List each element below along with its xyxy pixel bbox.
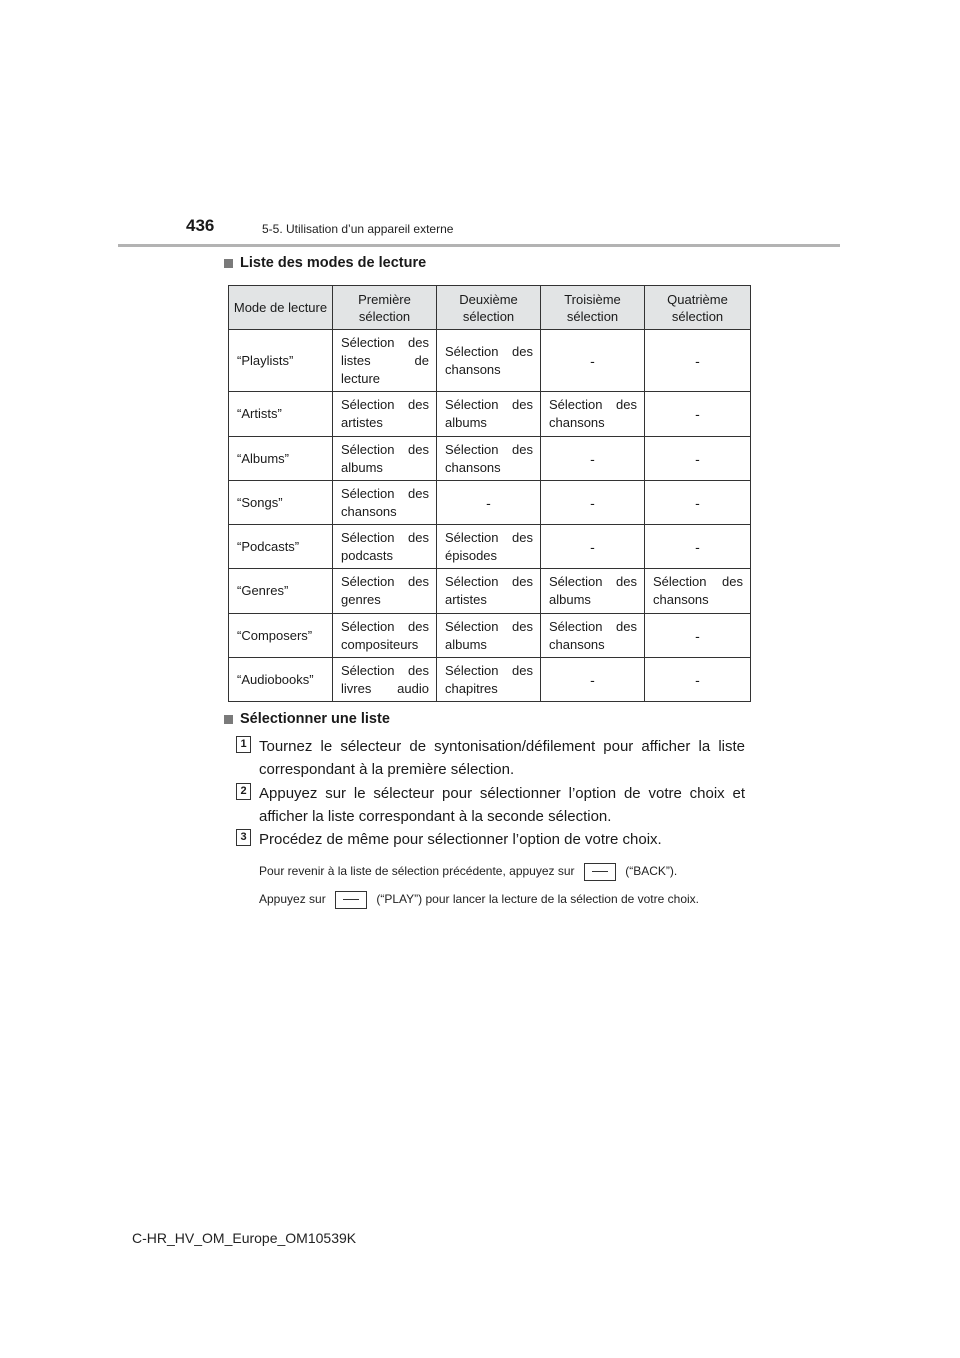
play-button-icon [335, 891, 367, 909]
table-row [229, 481, 751, 525]
note-play-suffix: (“PLAY”) pour lancer la lecture de la sélection de votre choix. [376, 892, 699, 906]
step-2 [236, 782, 745, 825]
selection-cell: - [645, 525, 751, 569]
selection-cell: Sélection des compositeurs [333, 614, 437, 658]
table-row [229, 569, 751, 614]
playback-modes-heading-text: Liste des modes de lecture [240, 255, 427, 271]
selection-cell: Sélection des albums [541, 569, 645, 614]
square-bullet-icon [224, 259, 233, 268]
document-id: C-HR_HV_OM_Europe_OM10539K [132, 1230, 357, 1246]
selection-cell: Sélection des genres [333, 569, 437, 614]
selection-cell: Sélection des artistes [437, 569, 541, 614]
page-number: 436 [186, 216, 215, 235]
mode-cell: “Songs” [229, 481, 333, 525]
selection-cell: - [645, 437, 751, 481]
column-header: Quatrième sélection [645, 286, 751, 330]
note-back-text: Pour revenir à la liste de sélection précédente, appuyez sur [259, 864, 575, 878]
selection-cell: - [645, 392, 751, 437]
selection-cell: Sélection des albums [333, 437, 437, 481]
column-header: Mode de lecture [229, 286, 333, 330]
selection-cell: Sélection des artistes [333, 392, 437, 437]
step-text: Appuyez sur le sélecteur pour sélectionner l’option de votre choix et afficher la liste correspondant à la seconde sélection. [259, 785, 745, 825]
table-row [229, 437, 751, 481]
selection-cell: Sélection des chapitres [437, 658, 541, 702]
selection-cell: - [541, 330, 645, 392]
selection-cell: - [541, 525, 645, 569]
step-number-badge: 3 [236, 829, 251, 846]
selection-cell: Sélection des livres audio [333, 658, 437, 702]
selection-cell: Sélection des albums [437, 392, 541, 437]
column-header: Troisième sélection [541, 286, 645, 330]
column-header: Deuxième sélection [437, 286, 541, 330]
selection-cell: Sélection des listes de lecture [333, 330, 437, 392]
table-row [229, 658, 751, 702]
square-bullet-icon [224, 715, 233, 724]
section-title: 5-5. Utilisation d’un appareil externe [262, 222, 454, 236]
table-row [229, 614, 751, 658]
selection-cell: Sélection des chansons [437, 437, 541, 481]
column-header: Première sélection [333, 286, 437, 330]
back-button-icon [584, 863, 616, 881]
mode-cell: “Artists” [229, 392, 333, 437]
table-row [229, 330, 751, 392]
playback-modes-heading [224, 255, 426, 271]
step-text: Tournez le sélecteur de syntonisation/défilement pour afficher la liste correspondant à la première sélection. [259, 738, 745, 778]
mode-cell: “Genres” [229, 569, 333, 614]
selection-cell: - [645, 481, 751, 525]
note-play [259, 888, 745, 911]
table-header-row [229, 286, 751, 330]
selection-cell: - [437, 481, 541, 525]
step-1 [236, 735, 745, 778]
table-body [229, 330, 751, 702]
playback-modes-table [228, 285, 751, 702]
selection-cell: - [541, 437, 645, 481]
mode-cell: “Composers” [229, 614, 333, 658]
selection-cell: - [645, 658, 751, 702]
note-play-text: Appuyez sur [259, 892, 326, 906]
note-back [259, 862, 745, 881]
header-rule [118, 244, 840, 247]
table-row [229, 525, 751, 569]
step-number-badge: 2 [236, 783, 251, 800]
selection-cell: - [645, 614, 751, 658]
table-row [229, 392, 751, 437]
mode-cell: “Audiobooks” [229, 658, 333, 702]
selection-cell: Sélection des chansons [333, 481, 437, 525]
selection-cell: Sélection des chansons [437, 330, 541, 392]
selection-cell: Sélection des épisodes [437, 525, 541, 569]
selection-cell: Sélection des podcasts [333, 525, 437, 569]
select-list-heading [224, 711, 390, 727]
step-3 [236, 828, 662, 848]
selection-cell: Sélection des albums [437, 614, 541, 658]
mode-cell: “Podcasts” [229, 525, 333, 569]
selection-cell: Sélection des chansons [645, 569, 751, 614]
selection-cell: Sélection des chansons [541, 614, 645, 658]
select-list-heading-text: Sélectionner une liste [240, 711, 390, 727]
selection-cell: Sélection des chansons [541, 392, 645, 437]
selection-cell: - [541, 658, 645, 702]
step-text: Procédez de même pour sélectionner l’option de votre choix. [259, 831, 662, 848]
mode-cell: “Albums” [229, 437, 333, 481]
mode-cell: “Playlists” [229, 330, 333, 392]
selection-cell: - [645, 330, 751, 392]
selection-cell: - [541, 481, 645, 525]
step-number-badge: 1 [236, 736, 251, 753]
note-back-suffix: (“BACK”). [625, 864, 678, 878]
